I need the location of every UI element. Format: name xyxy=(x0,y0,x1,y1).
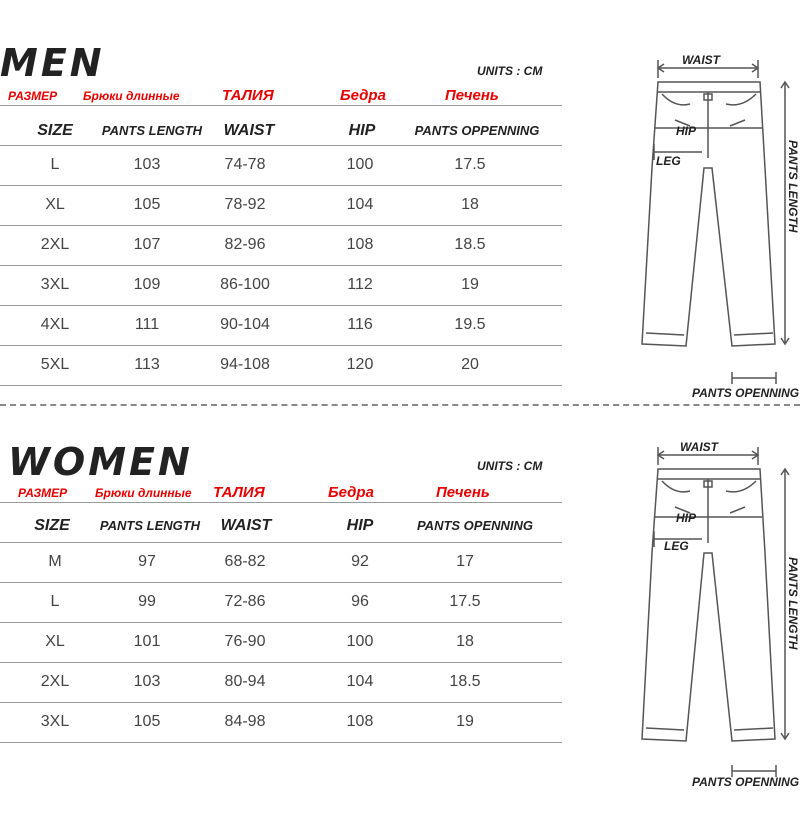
table-row xyxy=(0,305,562,345)
opening-cell: 20 xyxy=(461,356,479,373)
table-row xyxy=(0,702,562,742)
length-cell: 101 xyxy=(133,633,161,650)
table-row xyxy=(0,145,562,185)
table-row xyxy=(0,542,562,582)
pants-opening-label: PANTS OPENNING xyxy=(692,775,800,789)
men-header-size: SIZE xyxy=(37,122,73,139)
table-row xyxy=(0,345,562,385)
length-cell: 99 xyxy=(138,593,156,610)
men-ru-size: РАЗМЕР xyxy=(8,89,58,103)
waist-cell: 90-104 xyxy=(220,316,270,333)
women-pants-diagram xyxy=(620,433,800,823)
pants-opening-label: PANTS OPENNING xyxy=(692,386,800,400)
table-row xyxy=(0,622,562,662)
waist-cell: 86-100 xyxy=(220,276,270,293)
waist-cell: 74-78 xyxy=(224,156,266,173)
size-cell: 5XL xyxy=(40,356,70,373)
opening-cell: 18 xyxy=(461,196,479,213)
hip-cell: 100 xyxy=(346,633,374,650)
length-cell: 111 xyxy=(134,316,160,333)
waist-cell: 72-86 xyxy=(224,593,266,610)
hip-cell: 108 xyxy=(346,236,374,253)
hip-cell: 120 xyxy=(346,356,374,373)
women-header-size: SIZE xyxy=(34,517,70,534)
opening-cell: 17 xyxy=(456,553,474,570)
waist-cell: 84-98 xyxy=(224,713,266,730)
pants-illustration xyxy=(620,433,800,793)
size-cell: L xyxy=(50,593,60,610)
length-cell: 103 xyxy=(133,673,161,690)
women-ru-size: РАЗМЕР xyxy=(18,486,68,500)
hip-cell: 104 xyxy=(346,196,374,213)
hip-cell: 104 xyxy=(346,673,374,690)
size-cell: XL xyxy=(45,633,65,650)
length-cell: 103 xyxy=(133,156,161,173)
size-cell: 3XL xyxy=(40,713,70,730)
length-cell: 105 xyxy=(133,196,161,213)
pants-illustration xyxy=(620,48,800,400)
men-ru-hip: Бедра xyxy=(340,87,386,104)
men-header-pants-length: PANTS LENGTH xyxy=(101,123,203,138)
waist-label: WAIST xyxy=(680,440,718,454)
women-header-pants-length: PANTS LENGTH xyxy=(99,518,201,533)
men-units: UNITS : CM xyxy=(477,64,543,78)
table-row xyxy=(0,265,562,305)
men-ru-length: Брюки длинные xyxy=(83,89,180,103)
pants-length-label: PANTS LENGTH xyxy=(786,140,800,233)
waist-cell: 76-90 xyxy=(224,633,266,650)
opening-cell: 19.5 xyxy=(454,316,486,333)
waist-cell: 68-82 xyxy=(224,553,266,570)
men-ru-opening: Печень xyxy=(445,87,499,104)
length-cell: 97 xyxy=(138,553,156,570)
women-header-hip: HIP xyxy=(346,517,374,534)
leg-label: LEG xyxy=(656,154,681,168)
men-pants-diagram xyxy=(620,48,800,438)
women-ru-opening: Печень xyxy=(436,484,490,501)
size-cell: 2XL xyxy=(40,236,70,253)
pants-length-label: PANTS LENGTH xyxy=(786,557,800,650)
men-header-pants-opening: PANTS OPPENNING xyxy=(414,123,540,138)
table-row xyxy=(0,225,562,265)
opening-cell: 19 xyxy=(456,713,474,730)
women-header-rule xyxy=(0,502,562,503)
waist-label: WAIST xyxy=(682,53,720,67)
waist-cell: 80-94 xyxy=(224,673,266,690)
opening-cell: 17.5 xyxy=(449,593,481,610)
women-ru-length: Брюки длинные xyxy=(95,486,192,500)
men-size-section xyxy=(0,0,800,405)
length-cell: 105 xyxy=(133,713,161,730)
opening-cell: 17.5 xyxy=(454,156,486,173)
hip-label: HIP xyxy=(676,124,697,138)
men-title: MEN xyxy=(0,41,105,85)
size-cell: 4XL xyxy=(40,316,70,333)
length-cell: 107 xyxy=(133,236,161,253)
men-rule-6 xyxy=(0,385,562,386)
women-title: WOMEN xyxy=(8,440,193,484)
size-cell: 2XL xyxy=(40,673,70,690)
hip-label: HIP xyxy=(676,511,697,525)
opening-cell: 18 xyxy=(456,633,474,650)
size-cell: L xyxy=(50,156,60,173)
men-header-rule xyxy=(0,105,562,106)
women-header-waist: WAIST xyxy=(220,517,272,534)
hip-cell: 108 xyxy=(346,713,374,730)
opening-cell: 18.5 xyxy=(454,236,486,253)
table-row xyxy=(0,582,562,622)
opening-cell: 19 xyxy=(461,276,479,293)
women-header-pants-opening: PANTS OPENNING xyxy=(416,518,534,533)
hip-cell: 92 xyxy=(351,553,369,570)
waist-cell: 94-108 xyxy=(220,356,270,373)
men-header-waist: WAIST xyxy=(223,122,275,139)
women-rule-5 xyxy=(0,742,562,743)
length-cell: 109 xyxy=(133,276,161,293)
size-cell: M xyxy=(48,553,62,570)
hip-cell: 116 xyxy=(347,316,373,333)
leg-label: LEG xyxy=(664,539,689,553)
women-size-section xyxy=(0,405,800,800)
table-row xyxy=(0,185,562,225)
length-cell: 113 xyxy=(134,356,160,373)
waist-cell: 82-96 xyxy=(224,236,266,253)
waist-cell: 78-92 xyxy=(224,196,266,213)
women-ru-hip: Бедра xyxy=(328,484,374,501)
women-ru-waist: ТАЛИЯ xyxy=(213,484,265,501)
hip-cell: 96 xyxy=(351,593,369,610)
hip-cell: 100 xyxy=(346,156,374,173)
opening-cell: 18.5 xyxy=(449,673,481,690)
women-units: UNITS : CM xyxy=(477,459,543,473)
size-cell: XL xyxy=(45,196,65,213)
men-ru-waist: ТАЛИЯ xyxy=(222,87,274,104)
size-cell: 3XL xyxy=(40,276,70,293)
hip-cell: 112 xyxy=(347,276,373,293)
table-row xyxy=(0,662,562,702)
men-header-hip: HIP xyxy=(348,122,376,139)
